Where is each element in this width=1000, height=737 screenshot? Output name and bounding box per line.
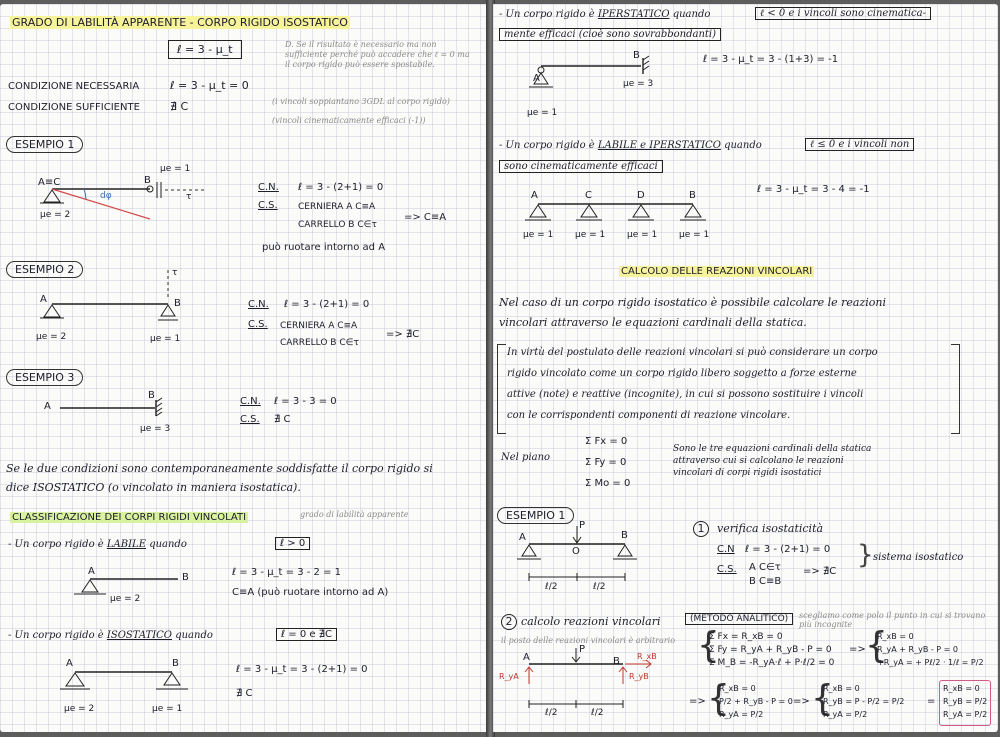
cn-value-ex1: ℓ = 3 - (2+1) = 0 [298,182,384,193]
cond-nec-value: ℓ = 3 - μ_t = 0 [170,79,249,92]
pole-note: scegliamo come polo il punto in cui si trovano più incognite [799,611,986,629]
cs-line1-ex1: CERNIERA A C≡A [298,202,376,212]
step-1-brace: } [857,540,874,570]
labile-center: C≡A (può ruotare intorno ad A) [232,587,389,598]
fbd-rya: R_yA [499,672,519,681]
conclusion-line-1: Se le due condizioni sono contemporaneamente soddisfatte il corpo rigido si [6,462,433,475]
labile-condition: ℓ > 0 [275,537,310,550]
rex-point-o: O [572,546,580,557]
labile-point-a: A [88,566,95,577]
cond-nec-label: CONDIZIONE NECESSARIA [8,81,140,92]
me-a-ex2: μe = 2 [36,332,67,342]
step-2-method: (METODO ANALITICO) [685,613,793,625]
me-a-ex1: μe = 2 [40,210,71,220]
step-1-title: verifica isostaticità [717,522,824,535]
sys1-eq1: Σ Fx = R_xB = 0 [709,632,783,642]
sys2-eq3: +R_yA = + Pℓ/2 · 1/ℓ = P/2 [877,658,984,667]
step-1-cn: ℓ = 3 - (2+1) = 0 [745,544,831,555]
iperstatico-condition: ℓ < 0 e i vincoli sono cinematica- [755,7,931,20]
labile-point-b: B [182,572,189,583]
rotation-note-ex1: può ruotare intorno ad A [262,242,386,253]
eq-sum-fx: Σ Fx = 0 [585,436,628,447]
step-1-cn-label: C.N [717,544,735,555]
arrow-2: => [689,696,706,707]
cn-label-ex2: C.N. [248,299,269,310]
cs-label-ex3: C.S. [240,414,260,425]
cs-result-ex2: => ∄C [386,329,420,340]
side-note: D. Se il risultato è necessario ma non sufficiente perché può accadere che ℓ = 0 ma il corpo rigido può essere spostabile. [285,40,470,69]
sys4-eq2: R_yB = P - P/2 = P/2 [823,697,905,706]
sys1-eq3: Σ M_B = -R_yA·ℓ + P·ℓ/2 = 0 [709,658,835,668]
isostatico-line: - Un corpo rigido è ISOSTATICO quando [8,630,213,641]
li-point-c: C [585,190,592,201]
cs-result-ex1: => C≡A [404,212,447,223]
fbd-ryb: R_yB [629,672,649,681]
cond-suf-value: ∄ C [170,100,189,113]
point-a-ex1: A≡C [38,177,61,188]
cn-value-ex3: ℓ = 3 - 3 = 0 [274,396,337,407]
iper-equation: ℓ = 3 - μ_t = 3 - (1+3) = -1 [703,54,839,65]
li-me-c: μe = 1 [575,230,606,240]
final-rya: R_yA = P/2 [943,710,988,719]
rex-point-b: B [621,530,628,541]
iperstatico-line: - Un corpo rigido è IPERSTATICO quando [499,9,711,20]
postulate-line-4: con le corrispondenti componenti di reazione vincolare. [507,410,791,421]
labile-iper-line: - Un corpo rigido è LABILE e IPERSTATICO quando [499,140,762,151]
point-b-ex1: B [144,175,151,186]
fbd-len-b: ℓ/2 [591,708,604,718]
li-point-a: A [531,190,538,201]
li-equation: ℓ = 3 - μ_t = 3 - 4 = -1 [757,184,870,195]
iper-me-b: μe = 3 [623,79,654,89]
step-2-number: 2 [501,614,517,630]
conclusion-line-2: dice ISOSTATICO (o vincolato in maniera isostatica). [6,481,301,494]
point-b-ex3: B [148,390,155,401]
eq-note-2: attraverso cui si calcolano le reazioni [673,456,844,466]
li-me-a: μe = 1 [523,230,554,240]
iperstatico-condition-cont: mente efficaci (cioè sono sovrabbondanti) [499,28,721,41]
sys2-eq1: R_xB = 0 [877,632,914,641]
paragraph-line-1: Nel caso di un corpo rigido isostatico è possibile calcolare le reazioni [499,296,886,309]
cond-suf-label: CONDIZIONE SUFFICIENTE [8,102,140,113]
labile-line: - Un corpo rigido è LABILE quando [8,539,187,550]
point-a-ex2: A [40,294,47,305]
fbd-point-a: A [523,652,530,663]
iper-point-a: A [533,73,540,84]
labile-equation: ℓ = 3 - μ_t = 3 - 2 = 1 [232,567,342,578]
labile-me: μe = 2 [110,594,141,604]
cn-label-ex1: C.N. [258,182,279,193]
step-1-number: 1 [693,521,709,537]
cs-line2-ex1: CARRELLO B C∈τ [298,220,377,230]
labile-iper-condition: ℓ ≤ 0 e i vincoli non [805,138,914,151]
fbd-force-p: P [579,644,586,655]
equals-sign: = [927,696,936,707]
sys1-brace: { [697,625,720,666]
note-gdl: (i vincoli soppiantano 3GDL al corpo rigido) [272,97,450,106]
sys2-brace: { [865,625,888,666]
iper-me-a: μe = 1 [527,108,558,118]
eq-sum-fy: Σ Fy = 0 [585,457,627,468]
me-b-ex3: μe = 3 [140,424,171,434]
me-b-ex2: μe = 1 [150,334,181,344]
classification-note: grado di labilità apparente [300,510,409,519]
isostatico-me-a: μe = 2 [64,704,95,714]
cs-label-ex2: C.S. [248,319,268,330]
fbd-diagram [493,4,998,732]
rex-force-p: P [579,520,586,531]
cs-value-ex3: ∄ C [274,414,291,425]
rex-len-a: ℓ/2 [545,582,558,592]
sys3-eq3: R_yA = P/2 [719,710,764,719]
fbd-point-b: B [613,656,620,667]
rex-point-a: A [519,532,526,543]
step-1-cs-result: => ∄C [803,566,837,577]
isostatico-equation: ℓ = 3 - μ_t = 3 - (2+1) = 0 [236,664,368,675]
sys2-eq2: R_yA + R_yB - P = 0 [877,645,959,654]
li-me-d: μe = 1 [627,230,658,240]
note-efficaci: (vincoli cinematicamente efficaci (-1)) [272,116,426,125]
step-1-result: sistema isostatico [873,552,964,563]
left-page [0,4,488,732]
sys3-eq2: P/2 + R_yB - P = 0 [719,697,793,706]
final-rxb: R_xB = 0 [943,684,980,693]
arrow-1: => [849,644,866,655]
iper-point-b: B [633,50,640,61]
cn-label-ex3: C.N. [240,396,261,407]
eq-note-3: vincolari di corpi rigidi isostatici [673,468,822,478]
right-page [493,4,998,732]
sys4-brace: { [811,678,834,719]
isostatico-diagram [0,4,488,732]
fbd-rxb: R_xB [637,652,657,661]
tau-label-ex1: τ [186,192,192,202]
paragraph-line-2: vincolari attraverso le equazioni cardinali della statica. [499,316,807,329]
cn-value-ex2: ℓ = 3 - (2+1) = 0 [284,299,370,310]
step-2-title: calcolo reazioni vincolari [521,615,661,628]
li-point-b: B [689,190,696,201]
rex-len-b: ℓ/2 [593,582,606,592]
reactions-example-label: ESEMPIO 1 [497,507,574,524]
example-3-label: ESEMPIO 3 [6,369,83,386]
step-1-cs-label: C.S. [717,564,737,575]
isostatico-point-a: A [66,658,73,669]
eq-note-1: Sono le tre equazioni cardinali della statica [673,444,872,454]
point-a-ex3: A [44,401,51,412]
example-1-label: ESEMPIO 1 [6,136,83,153]
sys3-brace: { [707,678,730,719]
example-2-label: ESEMPIO 2 [6,261,83,278]
classification-title: CLASSIFICAZIONE DEI CORPI RIGIDI VINCOLATI [12,512,247,523]
isostatico-condition: ℓ = 0 e ∄C [276,628,337,641]
cs-label-ex1: C.S. [258,200,278,211]
reactions-title: CALCOLO DELLE REAZIONI VINCOLARI [621,266,813,277]
arrow-3: => [793,696,810,707]
li-me-b: μe = 1 [679,230,710,240]
page-title: GRADO DI LABILITÀ APPARENTE - CORPO RIGIDO ISOSTATICO [12,16,348,29]
me-b-ex1: μe = 1 [160,164,191,174]
postulate-line-1: In virtù del postulato delle reazioni vincolari si può considerare un corpo [507,347,878,358]
isostatico-point-b: B [172,658,179,669]
cs-line1-ex2: CERNIERA A C≡A [280,321,358,331]
isostatico-me-b: μe = 1 [152,704,183,714]
tau-label-ex2: τ [172,268,178,278]
isostatico-center: ∄ C [236,688,253,699]
fbd-len-a: ℓ/2 [545,708,558,718]
postulate-line-3: attive (note) e reattive (incognite), in cui si possono sostituire i vincoli [507,389,864,400]
final-ryb: R_yB = P/2 [943,697,988,706]
point-b-ex2: B [174,298,181,309]
postulate-line-2: rigido vincolato come un corpo rigido libero soggetto a forze esterne [507,368,857,379]
step-1-cs-2: B C≡B [749,576,782,587]
nel-piano-label: Nel piano [501,452,551,463]
sys4-eq1: R_xB = 0 [823,684,860,693]
eq-sum-mo: Σ Mo = 0 [585,478,631,489]
dphi-label: dφ [100,191,112,201]
formula-box: ℓ = 3 - μ_t [168,40,242,59]
sys3-eq1: R_xB = 0 [719,684,756,693]
step-1-cs-1: A C∈τ [749,562,781,573]
fbd-note: il posto delle reazioni vincolari è arbitrario [501,636,676,645]
labile-iper-condition-cont: sono cinematicamente efficaci [499,160,663,173]
sys4-eq3: R_yA = P/2 [823,710,868,719]
sys1-eq2: Σ Fy = R_yA + R_yB - P = 0 [709,645,832,655]
li-point-d: D [637,190,645,201]
cs-line2-ex2: CARRELLO B C∈τ [280,338,359,348]
